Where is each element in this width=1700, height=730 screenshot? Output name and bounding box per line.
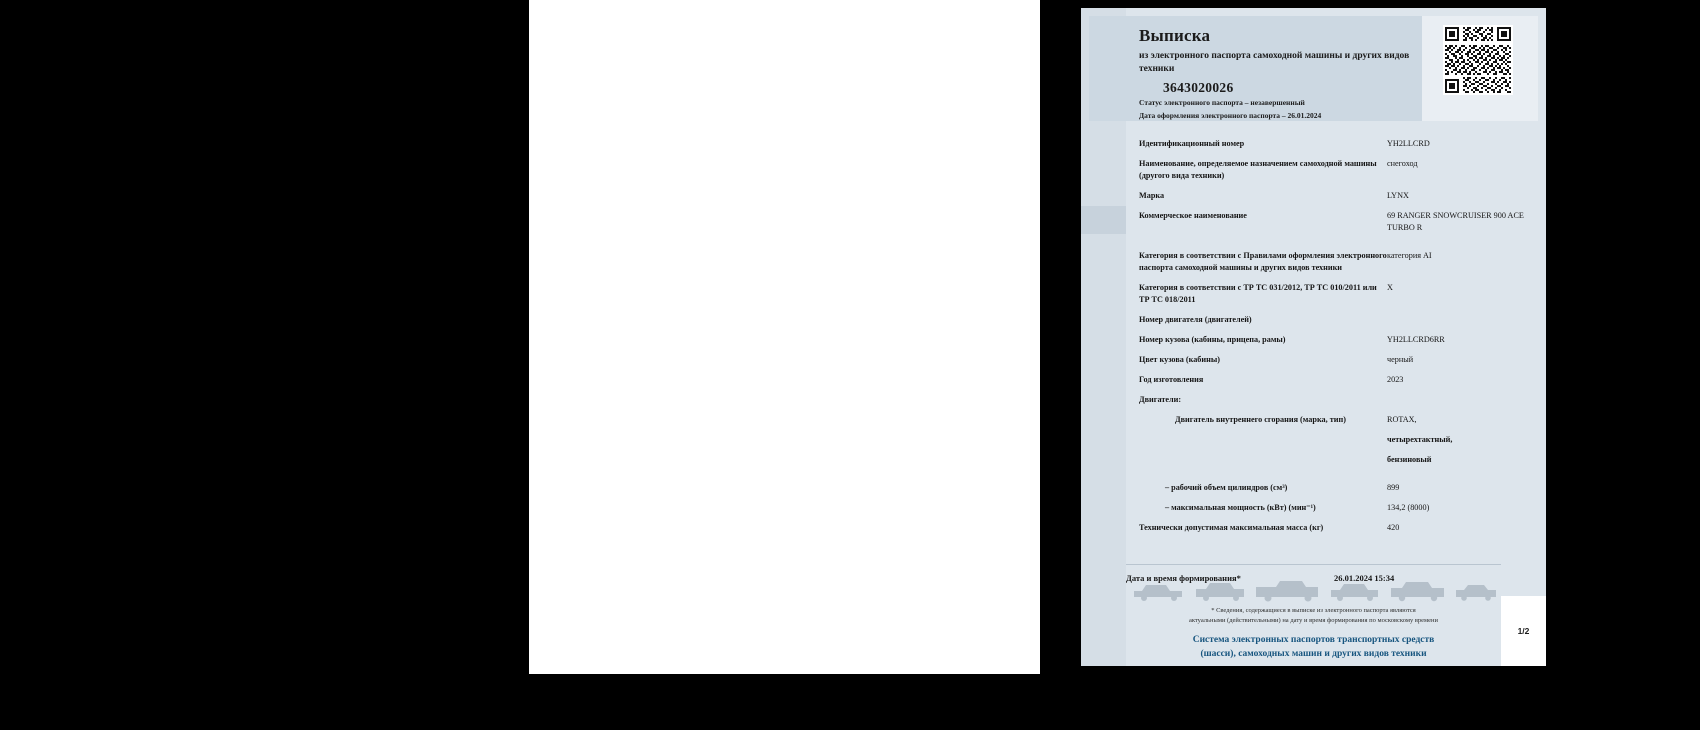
field-label: Идентификационный номер (1139, 139, 1245, 148)
table-row (1139, 188, 1529, 202)
table-row (1139, 452, 1529, 466)
engine-ice-label-cont (1139, 432, 1387, 446)
field-label: Марка (1139, 191, 1165, 200)
max-mass-value: 420 (1387, 523, 1400, 532)
table-row (1139, 312, 1529, 326)
footnote-line-2: актуальными (действительными) на дату и время формирования по московскому времени (1188, 616, 1439, 624)
max-mass-label: Технически допустимая максимальная масса (кг) (1139, 523, 1324, 532)
table-row (1139, 412, 1529, 426)
table-row (1139, 208, 1529, 234)
field-value: YH2LLCRD (1387, 139, 1430, 148)
table-row (1139, 432, 1529, 446)
pdf-viewer-frame (529, 0, 1530, 674)
field-label: Коммерческое наименование (1139, 211, 1247, 220)
field-value (1387, 312, 1527, 326)
field-label: Год изготовления (1139, 375, 1204, 384)
field-label: Цвет кузова (кабины) (1139, 355, 1220, 364)
engine-power-label: – максимальная мощность (кВт) (мин⁻¹) (1165, 503, 1316, 512)
engines-heading: Двигатели: (1139, 395, 1182, 404)
field-label: Наименование, определяемое назначением самоходной машины (другого вида техники) (1139, 159, 1377, 180)
page-indicator (1501, 596, 1546, 666)
page-left-band-notch (1081, 206, 1126, 234)
field-label: Категория в соответствии с Правилами оформления электронного паспорта самоходной машины и других видов техники (1139, 251, 1387, 272)
engine-ice-label: Двигатель внутреннего сгорания (марка, тип) (1175, 415, 1346, 424)
engine-power-value: 134,2 (8000) (1387, 503, 1430, 512)
document-page (1081, 8, 1546, 666)
formed-datetime-value: 26.01.2024 15:34 (1334, 573, 1395, 583)
engine-ice-label-cont2 (1139, 452, 1387, 466)
page-title: Выписка (1139, 26, 1211, 45)
table-row (1139, 136, 1529, 150)
field-value: категория AI (1387, 251, 1432, 260)
table-row (1139, 500, 1529, 514)
field-label: Категория в соответствии с ТР ТС 031/2012, ТР ТС 010/2011 или ТР ТС 018/2011 (1139, 283, 1377, 304)
field-value: снегоход (1387, 159, 1418, 168)
field-label: Номер двигателя (двигателей) (1139, 315, 1252, 324)
table-row (1139, 372, 1529, 386)
engines-heading-value (1387, 392, 1527, 406)
formed-datetime-label: Дата и время формирования* (1126, 573, 1241, 583)
table-row (1139, 280, 1529, 306)
passport-issue-date: Дата оформления электронного паспорта – 26.01.2024 (1139, 111, 1322, 120)
field-value: X (1387, 283, 1393, 292)
engine-ice-value-2: четырехтактный, (1387, 435, 1453, 444)
field-value: YH2LLCRD6RR (1387, 335, 1445, 344)
engines-heading-row (1139, 392, 1529, 406)
passport-fields-table (1139, 136, 1529, 534)
field-label: Номер кузова (кабины, прицепа, рамы) (1139, 335, 1286, 344)
field-value: 69 RANGER SNOWCRUISER 900 ACE TURBO R (1387, 211, 1524, 232)
footnote (1126, 606, 1501, 625)
engine-displacement-value: 899 (1387, 483, 1400, 492)
passport-status: Статус электронного паспорта – незавершенный (1139, 98, 1305, 107)
system-name (1126, 633, 1501, 661)
table-row (1139, 332, 1529, 346)
table-row (1139, 352, 1529, 366)
field-value: LYNX (1387, 191, 1409, 200)
engine-ice-value-3: бензиновый (1387, 455, 1432, 464)
spacer (1139, 234, 1529, 248)
footnote-line-1: * Сведения, содержащиеся в выписке из электронного паспорта являются (1211, 607, 1416, 614)
table-row (1139, 520, 1529, 534)
footer-divider (1126, 564, 1501, 565)
page-indicator-label: 1/2 (1517, 626, 1530, 636)
document-subtitle: из электронного паспорта самоходной машины и других видов техники (1139, 51, 1410, 74)
table-row (1139, 156, 1529, 182)
engine-ice-value-1: ROTAX, (1387, 415, 1417, 424)
field-value: черный (1387, 355, 1414, 364)
system-name-line-1: Система электронных паспортов транспортных средств (1192, 635, 1435, 645)
table-row (1139, 248, 1529, 274)
qr-code-icon (1443, 25, 1513, 95)
spacer (1139, 466, 1529, 480)
engine-displacement-label: – рабочий объем цилиндров (см³) (1165, 483, 1288, 492)
document-number: 3643020026 (1163, 80, 1234, 95)
field-value: 2023 (1387, 375, 1404, 384)
system-name-line-2: (шасси), самоходных машин и других видов техники (1200, 649, 1427, 659)
table-row (1139, 480, 1529, 494)
